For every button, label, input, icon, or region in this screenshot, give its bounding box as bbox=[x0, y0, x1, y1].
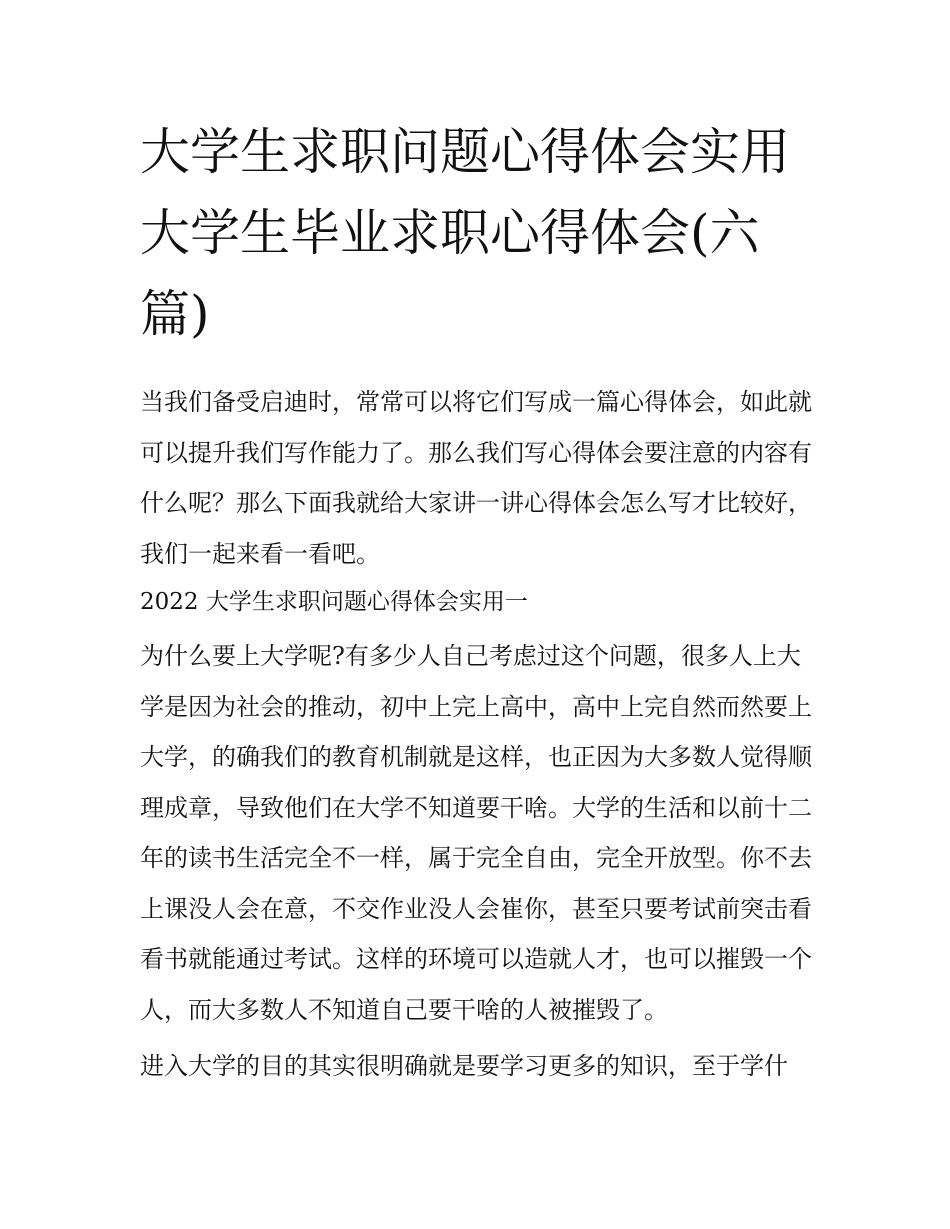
document-page bbox=[140, 112, 812, 1092]
body-paragraph: 进入大学的目的其实很明确就是要学习更多的知识，至于学什 bbox=[140, 1052, 788, 1080]
document-title: 大学生求职问题心得体会实用大学生毕业求职心得体会(六篇) bbox=[140, 123, 790, 343]
intro-paragraph: 当我们备受启迪时，常常可以将它们写成一篇心得体会，如此就可以提升我们写作能力了。那么我们写心得体会要注意的内容有什么呢？那么下面我就给大家讲一讲心得体会怎么写才比较好，我们一起来看一看吧。 bbox=[140, 388, 812, 568]
section-heading: 2022 大学生求职问题心得体会实用一 bbox=[140, 589, 528, 615]
body-paragraph: 为什么要上大学呢?有多少人自己考虑过这个问题，很多人上大学是因为社会的推动，初中上完上高中，高中上完自然而然要上大学，的确我们的教育机制就是这样，也正因为大多数人觉得顺理成章，导致他们在大学不知道要干啥。大学的生活和以前十二年的读书生活完全不一样，属于完全自由，完全开放型。你不去上课没人会在意，不交作业没人会崔你，甚至只要考试前突击看看书就能通过考试。这样的环境可以造就人才，也可以摧毁一个人，而大多数人不知道自己要干啥的人被摧毁了。 bbox=[140, 642, 812, 1024]
